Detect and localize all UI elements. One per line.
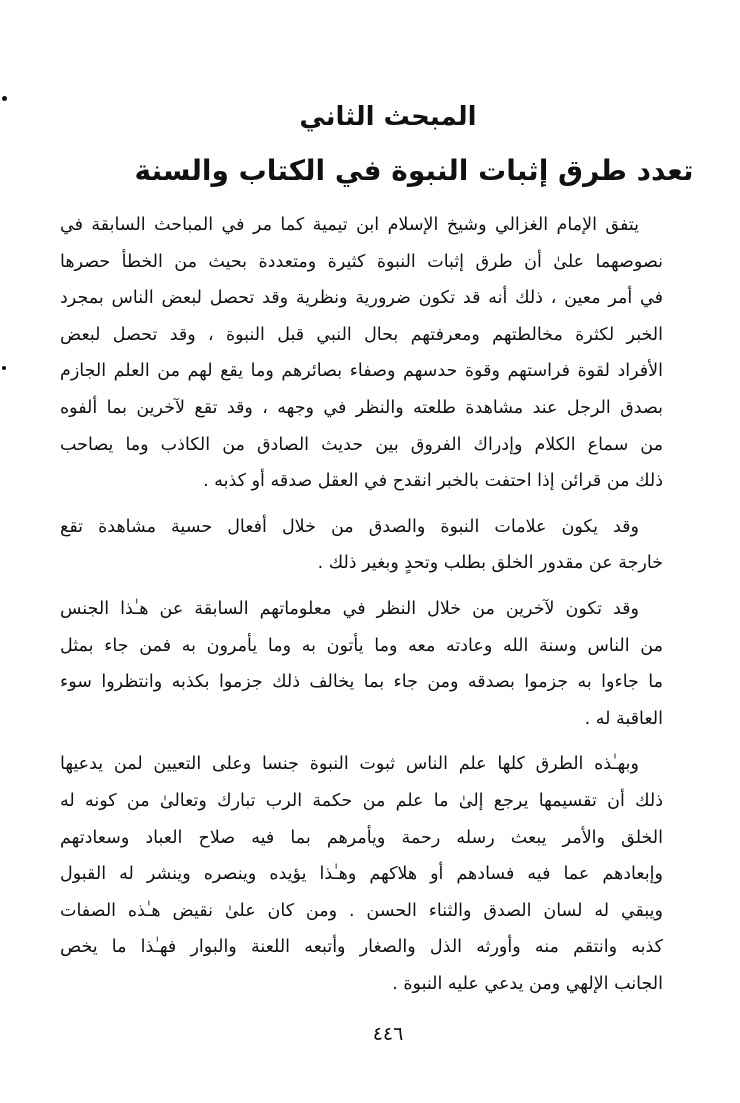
text-line: الجانب الإلهي ومن يدعي عليه النبوة .	[392, 973, 663, 994]
text-line: وإبعادهم عما فيه فسادهم أو هلاكهم وهـٰذا يؤيده وينصره وينشر له القبول	[60, 864, 663, 885]
text-line: بصدق الرجل عند مشاهدة طلعته والنظر في وجهه ، وقد تقع لآخرين بما ألفوه	[60, 397, 663, 418]
text-line: ذلك أن تقسيمها يرجع إلىٰ ما علم من حكمة الرب تبارك وتعالىٰ من كونه له	[60, 790, 663, 811]
chapter-title: تعدد طرق إثبات النبوة في الكتاب والسنة	[134, 154, 694, 187]
text-line: خارجة عن مقدور الخلق بطلب وتحدٍ وبغير ذلك .	[317, 553, 663, 574]
text-line: كذبه وانتقم منه وأورثه الذل والصغار وأتبعه اللعنة والبوار فهـٰذا ما يخص	[60, 937, 663, 958]
text-line: من الناس وسنة الله وعادته معه وما يأتون به وما يأمرون به فمن جاء بمثل	[60, 635, 663, 656]
text-line: من سماع الكلام وإدراك الفروق بين حديث الصادق من الكاذب وما يصاحب	[60, 434, 663, 455]
text-line: الخلق والأمر يبعث رسله رحمة ويأمرهم بما فيه صلاح العباد وسعادتهم	[60, 827, 663, 848]
text-line: ما جاءوا به جزموا بصدقه ومن جاء بما يخالف ذلك جزموا بكذبه وانتظروا سوء	[60, 672, 663, 693]
paragraph-gap	[60, 737, 663, 746]
text-line: ويبقي له لسان الصدق والثناء الحسن . ومن كان علىٰ نقيض هـٰذه الصفات	[60, 900, 663, 921]
text-line: الخبر لكثرة مخالطتهم ومعرفتهم بحال النبي قبل النبوة ، وقد تحصل لبعض	[60, 324, 663, 345]
page-number: ٤٤٦	[372, 1023, 404, 1045]
text-line: الأفراد لقوة فراستهم وقوة حدسهم وصفاء بصائرهم وما يقع لهم من العلم الجازم	[60, 361, 663, 382]
text-line: يتفق الإمام الغزالي وشيخ الإسلام ابن تيمية كما مر في المباحث السابقة في	[60, 215, 639, 235]
paragraph-gap	[60, 582, 663, 591]
text-line: ذلك من قرائن إذا احتفت بالخبر انقدح في العقل صدقه أو كذبه .	[203, 471, 663, 492]
text-line: وبهـٰذه الطرق كلها علم الناس ثبوت النبوة جنسا وعلى التعيين لمن يدعيها	[60, 754, 639, 775]
text-line: العاقبة له .	[584, 708, 663, 729]
text-line: وقد تكون لآخرين من خلال النظر في معلوماتهم السابقة عن هـٰذا الجنس	[60, 598, 639, 619]
page-edge-mark	[2, 366, 6, 370]
text-line: وقد يكون علامات النبوة والصدق من خلال أفعال حسية مشاهدة تقع	[60, 516, 639, 537]
section-label: المبحث الثاني	[299, 102, 477, 132]
body-text	[60, 207, 663, 1002]
paragraph-gap	[60, 500, 663, 509]
text-line: في أمر معين ، ذلك أنه قد تكون ضرورية ونظرية وقد تحصل لبعض الناس بمجرد	[60, 288, 663, 309]
text-line: نصوصهما علىٰ أن طرق إثبات النبوة كثيرة ومتعددة بحيث من الخطأ حصرها	[60, 251, 663, 272]
